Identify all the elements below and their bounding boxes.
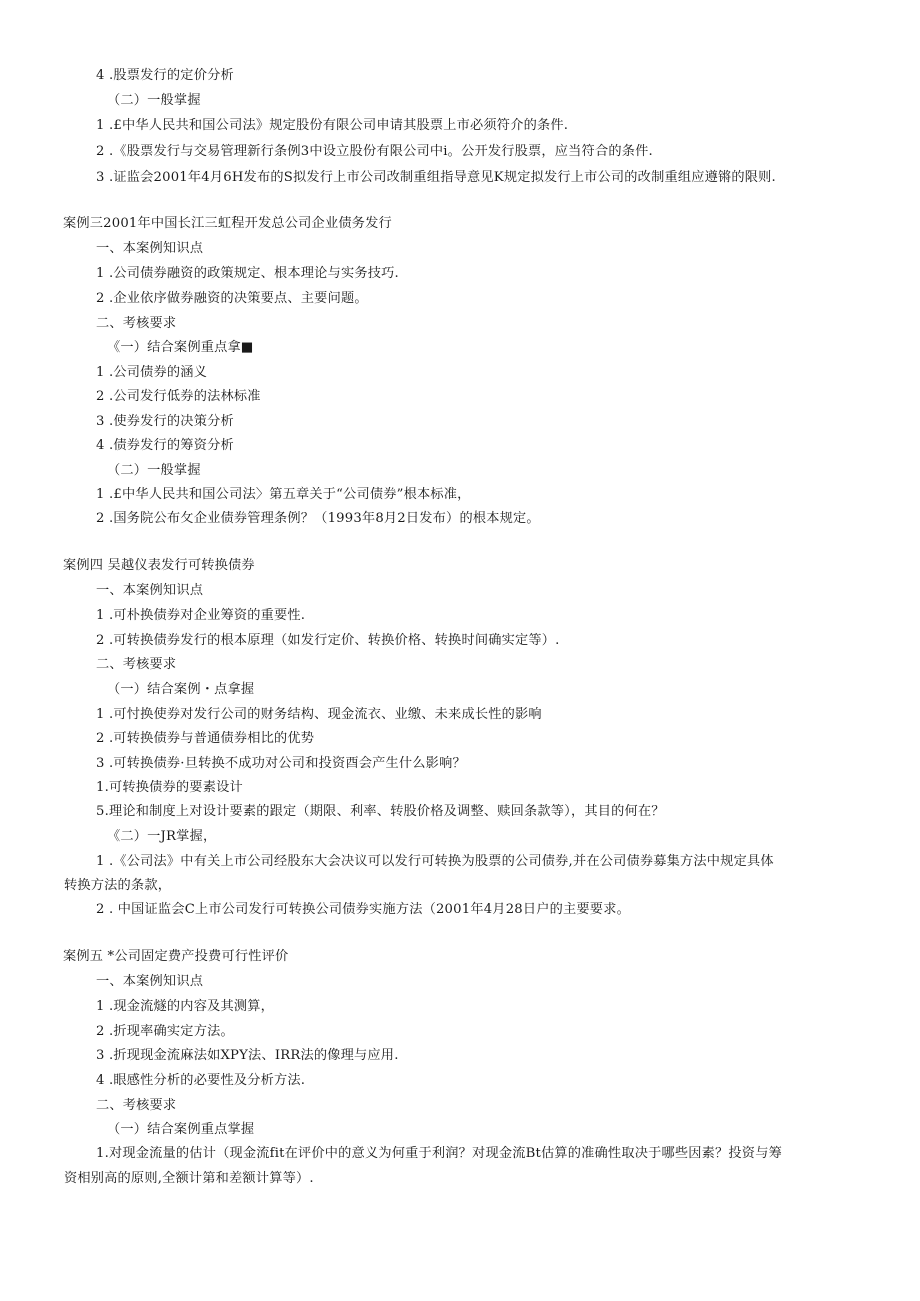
doc-line: 二、考核要求 (96, 1098, 177, 1113)
doc-line: 4 .眼感性分析的必要性及分析方法. (96, 1073, 306, 1088)
doc-line: （一）结合案例重点掌握 (107, 1122, 255, 1137)
doc-line: 2 .折现率确实定方法。 (96, 1024, 234, 1039)
section-heading: 案例三2001年中国长江三虹程开发总公司企业债务发行 (63, 216, 392, 231)
doc-line: 2 .企业依序做券融资的决策要点、主要问题。 (96, 291, 368, 306)
doc-line: 4 .股票发行的定价分析 (96, 68, 234, 83)
doc-line: 转换方法的条款， (64, 878, 172, 893)
doc-line: 1 .可忖换使券对发行公司的财务结构、现金流衣、业缴、未来成长性的影响 (96, 707, 542, 722)
doc-line: （一）结合案例・点拿握 (107, 682, 255, 697)
doc-line: 一、本案例知识点 (96, 241, 204, 256)
doc-line: 2 .公司发行低券的法林标准 (96, 389, 261, 404)
doc-line: 3 .可转换债券·旦转换不成功对公司和投资酉会产生什么影响？ (96, 756, 466, 771)
doc-line: 一、本案例知识点 (96, 974, 204, 989)
doc-line: 2 . 中国证监会C上市公司发行可转换公司债券实施方法（2001年4月28日户的主要要求。 (96, 902, 630, 917)
doc-line: 二、考核要求 (96, 657, 177, 672)
doc-line: 4 .债券发行的筹资分析 (96, 438, 234, 453)
doc-line: 1 .£中华人民共和国公司法》规定股份有限公司申请其股票上市必须符介的条件. (96, 118, 569, 133)
doc-line: 1 .可朴换债券对企业筹资的重要性. (96, 608, 306, 623)
doc-line: 2 .可转换债券发行的根本原理（如发行定价、转换价格、转换时间确实定等）. (96, 633, 560, 648)
doc-line: （二）一般掌握 (107, 463, 201, 478)
doc-line: 1 .公司债券的涵义 (96, 365, 208, 380)
doc-line: 1 .《公司法》中有关上市公司经股东大会决议可以发行可转换为股票的公司债券,并在公司债券募集方法中规定具体 (96, 854, 774, 869)
doc-line: （二）一般掌握 (107, 93, 201, 108)
doc-line: 1 .公司债券融资的政策规定、根本理论与实务技巧. (96, 266, 399, 281)
doc-line: 3 .使券发行的决策分析 (96, 414, 234, 429)
doc-line: 1 .£中华人民共和国公司法〉第五章关于“公司债券”根本标准， (96, 487, 471, 502)
doc-line: 1.可转换债券的要素设计 (96, 780, 243, 795)
doc-line: 1 .现金流燧的内容及其测算， (96, 999, 275, 1014)
doc-line: 2 .可转换债券与普通债券相比的优势 (96, 731, 315, 746)
doc-line: 3 .折现现金流麻法如XPY法、IRR法的像理与应用. (96, 1048, 399, 1063)
doc-line: 一、本案例知识点 (96, 583, 204, 598)
doc-line: 2 .《股票发行与交易管理新行条例3中设立股份有限公司中i。公开发行股票，应当符合的条件. (96, 144, 653, 159)
doc-line: 资相别高的原则,全额计第和差额计算等）. (64, 1171, 314, 1186)
doc-line: 1.对现金流量的估计（现金流fit在评价中的意义为何重于利润？对现金流Bt估算的准确性取决于哪些因素？投资与筹 (96, 1146, 782, 1161)
section-heading: 案例五 *公司固定费产投费可行性评价 (63, 949, 289, 964)
doc-line: 3 .证监会2001年4月6H发布的S拟发行上市公司改制重组指导意见K规定拟发行上市公司的改制重组应遵锵的限则. (96, 170, 776, 185)
doc-line: 《一）结合案例重点拿■ (107, 340, 254, 355)
doc-line: 5.理论和制度上对设计要素的跟定（期限、利率、转股价格及调整、赎回条款等），其目的何在？ (96, 804, 665, 819)
doc-line: 《二）一JR掌握， (107, 829, 217, 844)
doc-line: 二、考核要求 (96, 316, 177, 331)
doc-line: 2 .国务院公布攵企业债券管理条例？（1993年8月2日发布）的根本规定。 (96, 511, 540, 526)
section-heading: 案例四 吴越仪表发行可转换债券 (63, 558, 255, 573)
